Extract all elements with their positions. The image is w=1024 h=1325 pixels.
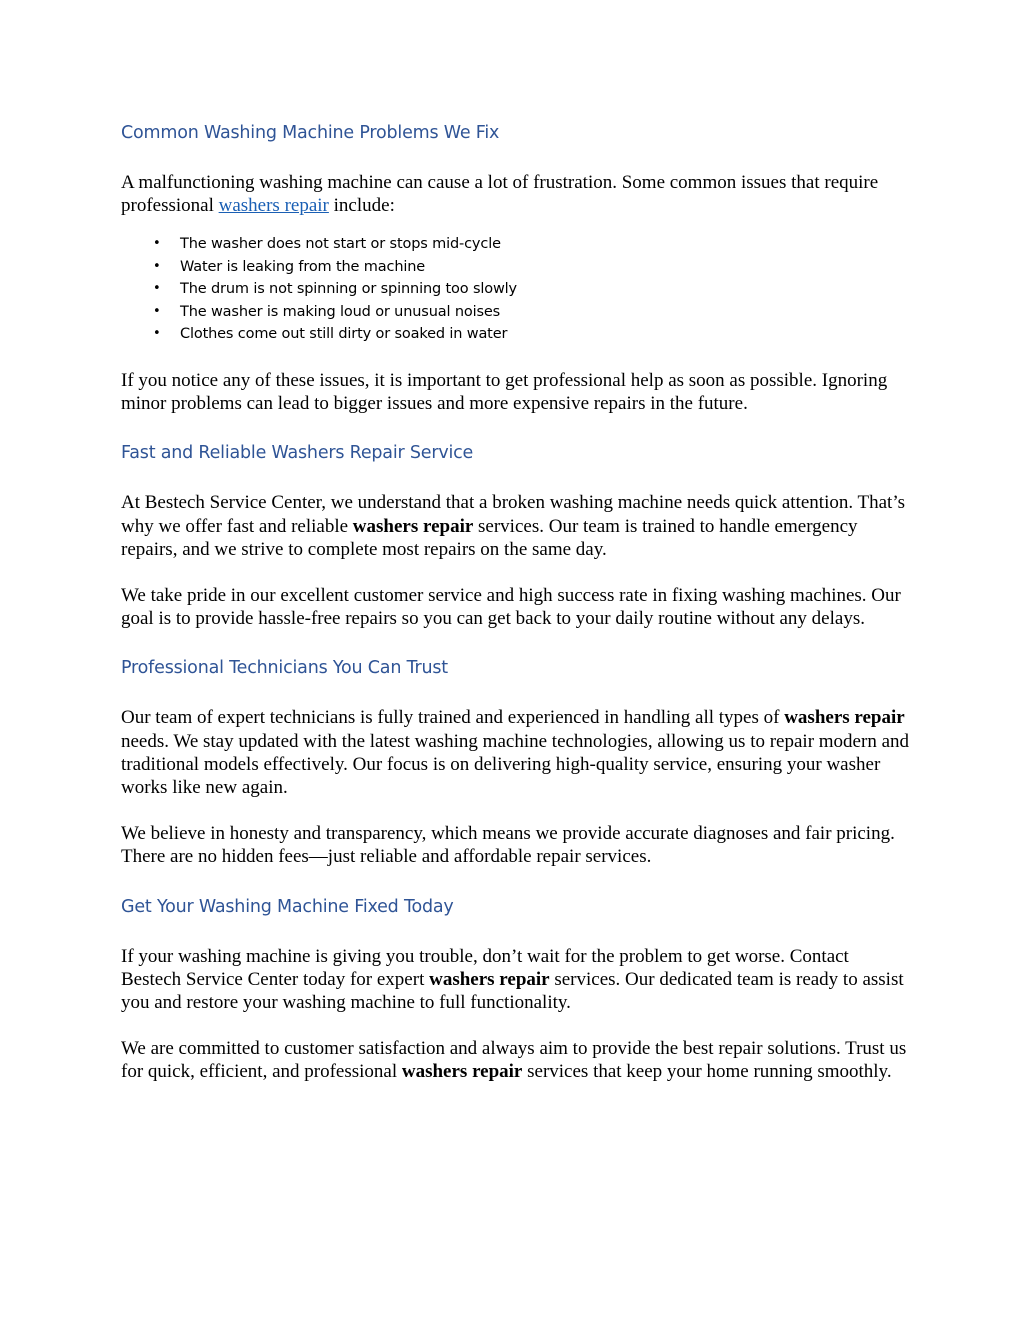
document-content bbox=[121, 118, 911, 1084]
list-item-text: Water is leaking from the machine bbox=[180, 258, 426, 275]
heading-get-fixed-today: Get Your Washing Machine Fixed Today bbox=[121, 896, 454, 917]
heading-common-problems: Common Washing Machine Problems We Fix bbox=[121, 123, 500, 143]
bold-keyword: washers repair bbox=[401, 1061, 523, 1083]
text-before-bold: At Bestech Service Center, we understand that a broken washing machine needs quick attention. That’s why we offer fast and reliable bbox=[121, 492, 905, 537]
technicians-paragraph-2: We believe in honesty and transparency, which means we provide accurate diagnoses and fair pricing. There are no hidden fees—just reliable and affordable repair services. bbox=[121, 823, 895, 868]
text-after-bold: services that keep your home running smoothly. bbox=[522, 1061, 892, 1083]
problems-list bbox=[121, 233, 911, 346]
bullet-icon: • bbox=[153, 258, 161, 274]
intro-paragraph bbox=[121, 171, 911, 217]
heading-professional-technicians: Professional Technicians You Can Trust bbox=[121, 658, 448, 679]
intro-text-after-link: include: bbox=[328, 195, 395, 217]
text-after-bold: services. Our team is trained to handle emergency repairs, and we strive to complete most repairs on the same day. bbox=[121, 515, 858, 560]
heading-fast-reliable: Fast and Reliable Washers Repair Service bbox=[121, 443, 474, 464]
bold-keyword: washers repair bbox=[784, 707, 905, 729]
bullet-icon: • bbox=[153, 326, 161, 342]
text-before-bold: We are committed to customer satisfaction and always aim to provide the best repair solutions. Trust us for quick, efficient, and professional bbox=[121, 1038, 907, 1083]
fast-reliable-paragraph-2: We take pride in our excellent customer service and high success rate in fixing washing machines. Our goal is to provide hassle-free repairs so you can get back to your daily routine without any delays. bbox=[121, 584, 901, 630]
list-item bbox=[121, 278, 911, 301]
intro-text-before-link: A malfunctioning washing machine can cause a lot of frustration. Some common issues that require professional bbox=[121, 172, 879, 217]
fixed-today-paragraph-2 bbox=[121, 1037, 911, 1083]
closing-paragraph: If you notice any of these issues, it is important to get professional help as soon as possible. Ignoring minor problems can lead to bigger issues and more expensive repairs in the future. bbox=[121, 369, 888, 415]
fixed-today-paragraph-1 bbox=[121, 945, 911, 1015]
list-item bbox=[121, 323, 911, 346]
list-item-text: The washer does not start or stops mid-cycle bbox=[180, 236, 501, 253]
text-after-bold: services. Our dedicated team is ready to assist you and restore your washing machine to full functionality. bbox=[121, 968, 904, 1013]
list-item bbox=[121, 233, 911, 256]
list-item-text: Clothes come out still dirty or soaked in water bbox=[180, 326, 508, 343]
list-item bbox=[121, 301, 911, 324]
technicians-paragraph-1 bbox=[121, 706, 911, 799]
text-before-bold: Our team of expert technicians is fully trained and experienced in handling all types of bbox=[121, 707, 785, 729]
bold-keyword: washers repair bbox=[429, 968, 550, 990]
text-after-bold: needs. We stay updated with the latest washing machine technologies, allowing us to repair modern and traditional models effectively. Our focus is on delivering high-quality service, ensuring your washer works like new again. bbox=[121, 730, 909, 798]
bullet-icon: • bbox=[153, 281, 161, 297]
text-before-bold: If your washing machine is giving you trouble, don’t wait for the problem to get worse. Contact Bestech Service Center today for expert bbox=[121, 945, 849, 990]
list-item-text: The washer is making loud or unusual noises bbox=[180, 303, 501, 320]
washers-repair-link[interactable]: washers repair bbox=[218, 195, 329, 217]
list-item bbox=[121, 256, 911, 279]
bullet-icon: • bbox=[153, 303, 161, 319]
fast-reliable-paragraph-1 bbox=[121, 491, 911, 561]
bold-keyword: washers repair bbox=[352, 515, 474, 537]
list-item-text: The drum is not spinning or spinning too slowly bbox=[180, 281, 517, 298]
bullet-icon: • bbox=[153, 236, 161, 252]
